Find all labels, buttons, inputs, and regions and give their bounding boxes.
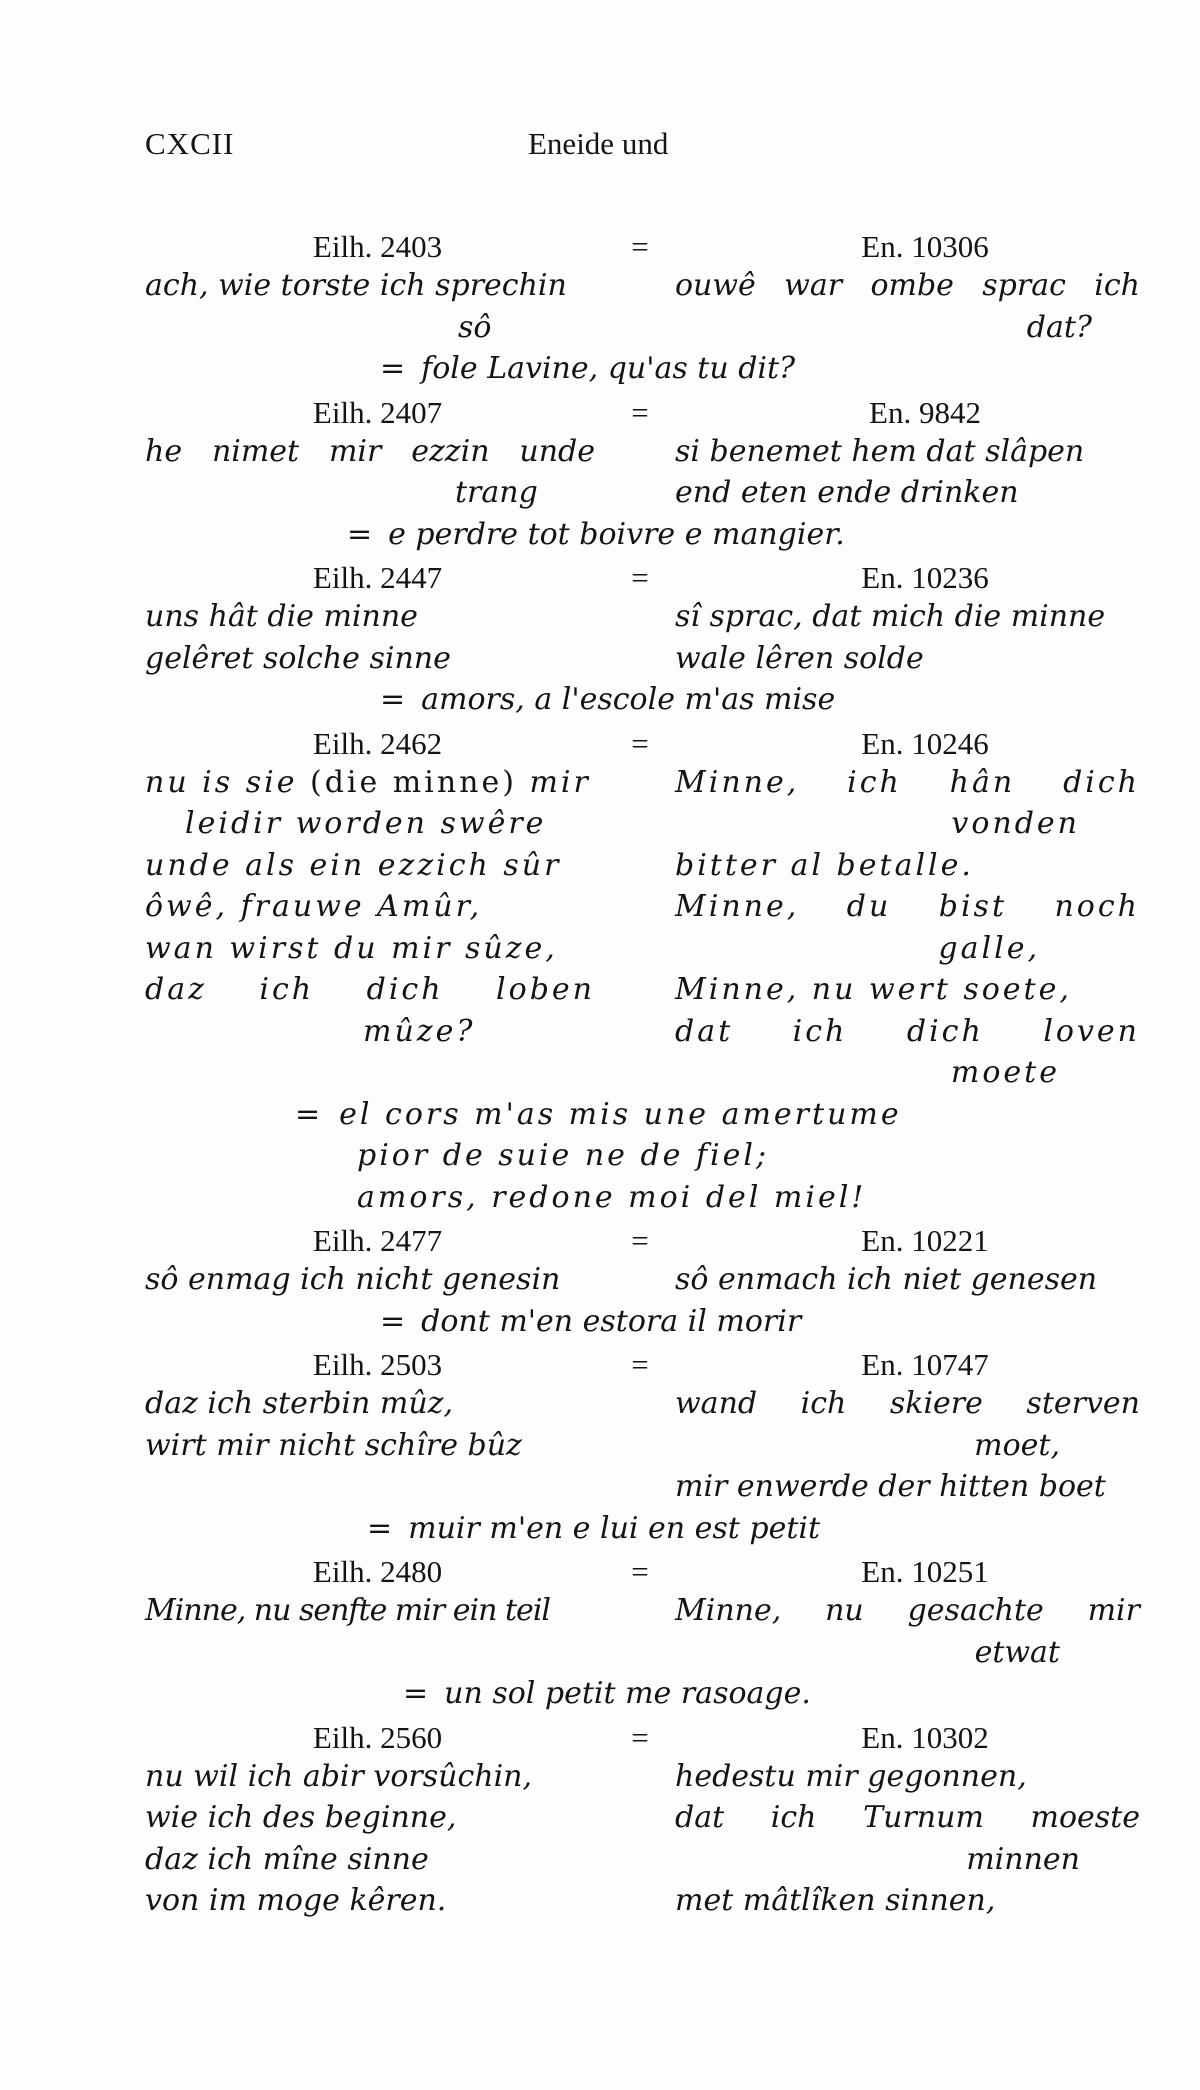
french-line: = un sol petit me rasoage. (403, 1676, 811, 1711)
verse-line: Minne, nu senfte mir ein teil (145, 1593, 551, 1628)
verse-line: Minne, nu wert soete, (675, 972, 1072, 1007)
right-column (675, 1259, 1140, 1301)
left-column (145, 1756, 675, 1922)
page-number: CXCII (145, 126, 235, 161)
left-column (145, 1259, 675, 1301)
right-reference: En. 10251 (861, 1554, 989, 1589)
verse-line: Minne, ich hân dich (675, 764, 1140, 800)
comparison-block (145, 1218, 1140, 1342)
verse-line: he nimet mir ezzin unde (145, 433, 595, 469)
verse-line: leidir worden swêre (185, 806, 547, 841)
french-line: = el cors m'as mis une amertume (295, 1096, 902, 1132)
french-line: pior de suie ne de fiel; (357, 1138, 770, 1173)
verse-line: wirt mir nicht schîre bûz (145, 1427, 522, 1463)
right-reference: En. 10302 (861, 1719, 989, 1755)
left-reference: Eilh. 2403 (312, 229, 443, 264)
verse-line: wale lêren solde (675, 640, 924, 676)
verse-line: sô enmag ich nicht genesin (145, 1262, 561, 1297)
verse-line: dat ich Turnum moeste (675, 1800, 1140, 1835)
french-line: = e perdre tot boivre e mangier. (347, 516, 845, 552)
right-column (675, 1383, 1140, 1508)
left-column (145, 431, 675, 514)
equals-sign: = (631, 560, 649, 595)
right-column (675, 265, 1140, 348)
verse-line: si benemet hem dat slâpen (675, 433, 1085, 469)
reference-row (145, 1218, 1140, 1259)
left-reference: Eilh. 2503 (312, 1347, 443, 1382)
left-reference: Eilh. 2477 (312, 1223, 443, 1258)
french-line: = muir m'en e lui en est petit (367, 1510, 821, 1546)
parallel-text (145, 224, 1140, 1922)
comparison-block (145, 1549, 1140, 1715)
reference-row (145, 1549, 1140, 1590)
verse-line: mûze? (363, 1013, 476, 1049)
comparison-block (145, 1342, 1140, 1549)
left-reference: Eilh. 2447 (312, 560, 443, 595)
verse-line: von im moge kêren. (145, 1883, 447, 1918)
left-reference: Eilh. 2480 (312, 1554, 443, 1589)
equals-sign: = (347, 516, 373, 552)
running-header (145, 126, 1055, 166)
right-column (675, 1756, 1140, 1922)
left-column (145, 762, 675, 1094)
verse-line: etwat (974, 1634, 1060, 1670)
verse-line: hedestu mir gegonnen, (675, 1758, 1027, 1794)
equals-sign: = (631, 1347, 649, 1382)
verse-line: moet, (974, 1427, 1060, 1463)
right-column (675, 762, 1140, 1094)
verse-line: sô enmach ich niet genesen (675, 1262, 1098, 1297)
french-line: = amors, a l'escole m'as mise (380, 682, 836, 717)
verse-line: trang (455, 475, 538, 510)
verse-line: daz ich sterbin mûz, (145, 1386, 453, 1421)
verse-line: dat? (1026, 309, 1092, 345)
equals-sign: = (631, 1719, 649, 1755)
equals-sign: = (631, 1223, 649, 1258)
verse-line: daz ich mîne sinne (145, 1841, 429, 1877)
right-reference: En. 10221 (861, 1223, 989, 1258)
right-reference: En. 10236 (861, 560, 989, 595)
reference-row (145, 1342, 1140, 1383)
left-column (145, 1590, 675, 1673)
verse-line: dat ich dich loven (675, 1013, 1140, 1049)
french-line: = fole Lavine, qu'as tu dit? (380, 351, 796, 386)
equals-sign: = (631, 394, 649, 430)
reference-row (145, 390, 1140, 431)
right-column (675, 431, 1140, 514)
reference-row (145, 1715, 1140, 1756)
left-column (145, 596, 675, 679)
verse-line: gelêret solche sinne (145, 640, 451, 676)
reference-row (145, 721, 1140, 762)
reference-row (145, 555, 1140, 596)
equals-sign: = (367, 1510, 393, 1546)
equals-sign: = (631, 229, 649, 264)
verse-line: nu is sie (die minne) mir (145, 764, 591, 800)
right-reference: En. 10246 (861, 725, 989, 761)
equals-sign: = (403, 1676, 429, 1711)
verse-line: daz ich dich loben (145, 972, 595, 1007)
verse-line: Minne, du bist noch (675, 889, 1140, 924)
comparison-block (145, 555, 1140, 721)
verse-line: bitter al betalle. (675, 847, 974, 883)
verse-line: nu wil ich abir vorsûchin, (145, 1758, 533, 1794)
comparison-block (145, 721, 1140, 1219)
left-column (145, 1383, 675, 1508)
left-column (145, 265, 675, 348)
verse-line: galle, (938, 930, 1040, 966)
verse-line: sî sprac, dat mich die minne (675, 599, 1106, 634)
verse-line: wand ich skiere sterven (675, 1386, 1140, 1421)
right-reference: En. 10306 (861, 229, 989, 264)
verse-line: moete (950, 1055, 1060, 1090)
verse-line: wie ich des beginne, (145, 1800, 457, 1835)
comparison-block (145, 390, 1140, 556)
running-title: Eneide und (528, 126, 669, 161)
left-reference: Eilh. 2560 (312, 1719, 443, 1755)
comparison-block (145, 1715, 1140, 1922)
equals-sign: = (380, 351, 406, 386)
right-reference: En. 10747 (861, 1347, 989, 1382)
comparison-block (145, 224, 1140, 390)
right-column (675, 1590, 1140, 1673)
french-line: amors, redone moi del miel! (357, 1179, 867, 1215)
equals-sign: = (631, 1554, 649, 1589)
verse-line: ôwê, frauwe Amûr, (145, 889, 483, 924)
verse-line: minnen (966, 1841, 1080, 1877)
verse-line: Minne, nu gesachte mir (675, 1593, 1140, 1628)
right-reference: En. 9842 (869, 394, 981, 430)
verse-line: ouwê war ombe sprac ich (675, 268, 1140, 303)
equals-sign: = (380, 682, 406, 717)
reference-row (145, 224, 1140, 265)
equals-sign: = (631, 725, 649, 761)
verse-line: unde als ein ezzich sûr (145, 847, 562, 883)
verse-line: wan wirst du mir sûze, (145, 930, 558, 966)
left-reference: Eilh. 2462 (312, 725, 443, 761)
verse-line: ach, wie torste ich sprechin (145, 268, 567, 303)
left-reference: Eilh. 2407 (312, 394, 443, 430)
verse-line: mir enwerde der hitten boet (675, 1469, 1106, 1504)
verse-line: vonden (951, 806, 1080, 841)
verse-line: end eten ende drinken (675, 475, 1019, 510)
equals-sign: = (380, 1303, 406, 1339)
french-line: = dont m'en estora il morir (380, 1303, 802, 1339)
equals-sign: = (295, 1096, 324, 1132)
right-column (675, 596, 1140, 679)
verse-line: met mâtlîken sinnen, (675, 1883, 996, 1918)
verse-line: uns hât die minne (145, 599, 418, 634)
verse-line: sô (458, 309, 492, 345)
